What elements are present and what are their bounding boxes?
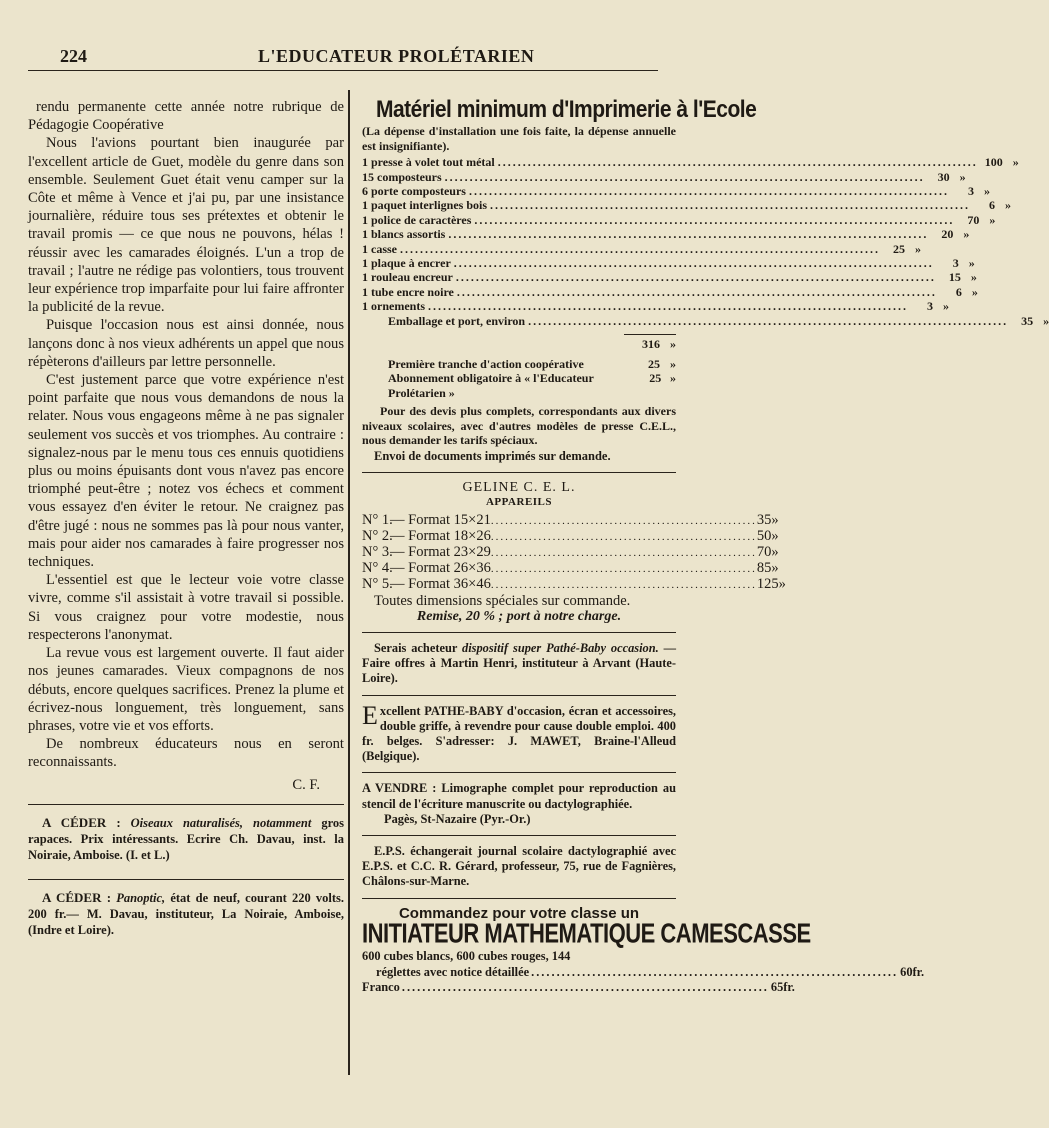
- price-unit: fr.: [783, 979, 795, 994]
- item-quote: »: [915, 241, 921, 256]
- leader-dots: [491, 545, 757, 561]
- ad-italic: Panoptic,: [116, 890, 166, 905]
- item-quote: »: [778, 576, 786, 593]
- item-value: 30: [937, 169, 950, 184]
- remise-lead: Remise, 20 % ;: [416, 608, 504, 624]
- right-column: [362, 96, 1049, 995]
- leader-dots: [402, 980, 769, 995]
- leader-dots: [400, 242, 880, 256]
- ad-address: R. Gérard, professeur, 75, rue de Fagnières, Châlons-sur-Marne.: [362, 859, 676, 889]
- item-label: 1 ornements: [362, 299, 425, 314]
- article-paragraph: La revue vous est largement ouverte. Il faut aider nos jeunes camarades. Vieux compagnons de nos débuts, encore quelques sacrifices. Prenez la plume et écrivez-nous longuement, très longuement, sans phrases, votre vie et vos efforts.: [28, 645, 344, 734]
- initiateur-title: INITIATEUR MATHEMATIQUE CAMESCASSE: [362, 917, 811, 949]
- divider: [28, 879, 344, 880]
- price-unit: fr.: [912, 964, 925, 979]
- materiel-total: [362, 337, 676, 353]
- item-value: 6: [989, 198, 996, 213]
- divider: [362, 695, 676, 696]
- ad-italic: dispositif super Pathé-Baby occasion.: [462, 640, 659, 655]
- divider: [362, 472, 676, 473]
- leader-dots: [491, 529, 757, 545]
- total-value: 316: [642, 336, 660, 351]
- article-paragraph: De nombreux éducateurs nous en seront reconnaissants.: [28, 736, 344, 771]
- divider: [362, 632, 676, 633]
- divider: [362, 772, 676, 773]
- item-value: 3: [952, 255, 959, 270]
- item-label: 1 blancs assortis: [362, 227, 446, 242]
- item-quote: »: [971, 284, 978, 299]
- article-paragraph: L'essentiel est que le lecteur voie votre classe vivre, comme s'il assistait à votre travail si possible. Si vous craignez pour votre modestie, nous respecterons l'anonymat.: [28, 572, 344, 643]
- item-value: 85: [756, 560, 772, 577]
- item-quote: »: [1012, 155, 1019, 170]
- item-value: 125: [756, 576, 779, 593]
- item-quote: »: [968, 255, 975, 270]
- left-column: [28, 98, 344, 938]
- leader-dots: [498, 155, 978, 169]
- classified-ad-panoptic: [28, 890, 344, 938]
- item-quote: »: [989, 212, 996, 227]
- leader-dots: [428, 299, 908, 313]
- price-list-item: [362, 184, 990, 198]
- price-list-item: [362, 255, 975, 270]
- item-value: 3: [927, 299, 933, 314]
- item-quote: »: [963, 227, 970, 242]
- item-label: — Format 23×29: [390, 543, 491, 560]
- price-list-item: [362, 284, 978, 299]
- leader-dots: [531, 965, 898, 980]
- leader-dots: [474, 213, 954, 227]
- item-label: 1 paquet interlignes bois: [362, 198, 488, 213]
- journal-title: L'EDUCATEUR PROLÉTARIEN: [258, 46, 535, 66]
- item-label: — Format 36×46: [390, 576, 491, 593]
- remise-rest: port à notre charge.: [506, 608, 622, 624]
- item-value: 25: [893, 241, 905, 256]
- ad-lead: A CÉDER :: [42, 814, 121, 830]
- ad-pathe-offer: [362, 700, 676, 765]
- item-value: 3: [967, 184, 974, 198]
- item-quote: »: [983, 184, 990, 198]
- leader-dots: [469, 184, 949, 198]
- price-list-item: [362, 313, 1049, 328]
- item-quote: »: [771, 511, 779, 528]
- leader-dots: [491, 561, 757, 577]
- item-label: 1 tube encre noire: [362, 284, 454, 299]
- geline-item: [362, 527, 779, 544]
- leader-dots: [445, 170, 925, 184]
- ad-text: — Faire offres à Martin Henri, instituteur à Arvant (Haute-Loire).: [362, 640, 676, 686]
- item-label: 1 rouleau encreur: [362, 270, 453, 285]
- ad-eps: [362, 844, 676, 890]
- item-value: 50: [756, 527, 772, 544]
- geline-subtitle: APPAREILS: [485, 496, 553, 509]
- article-paragraph: C'est justement parce que votre expérience n'est point parfaite que nous vous demandons de nous la relater. Nous vous engageons même à ne pas signaler seulement vos succès et vos triomphes. Au contraire : signalez-nous par le menu tous ces ennuis quotidiens plus ou moins épuisants dont vous n'avez pas encore triomphé peut-être ; notez vos échecs et comment vous essayez d'en éviter le retour. Ne craignez pas d'être jugé : nous ne sommes pas là pour nous vanter, mais pour aider nos camarades à faire progresser nos techniques.: [28, 372, 344, 571]
- initiateur-price-row: [362, 964, 925, 980]
- materiel-intro: (La dépense d'installation une fois faite, la dépense annuelle est insignifiante).: [362, 124, 676, 153]
- item-number: N° 5.: [362, 576, 393, 593]
- total-quote: »: [670, 336, 676, 351]
- divider: [362, 835, 676, 836]
- item-quote: »: [1043, 313, 1049, 328]
- price-list-item: [362, 155, 1019, 170]
- geline-item: [362, 576, 786, 593]
- abonnement-value: 25: [649, 371, 662, 386]
- item-quote: »: [943, 299, 949, 314]
- geline-remise: [362, 610, 676, 624]
- ad-dropcap: E: [362, 700, 378, 730]
- leader-dots: [448, 227, 928, 241]
- ad-lead: A CÉDER :: [42, 889, 112, 905]
- item-number: N° 4.: [362, 560, 393, 577]
- item-label: — Format 26×36: [390, 560, 491, 577]
- ad-pathe-request: [362, 641, 676, 687]
- commandez-line: Commandez pour votre classe un: [398, 904, 640, 922]
- geline-price-list: [362, 511, 786, 593]
- abonnement-label: Abonnement obligatoire à « l'Educateur Prolétarien »: [388, 371, 594, 400]
- total-rule: [624, 334, 676, 335]
- abonnement-quote: »: [670, 371, 676, 386]
- classified-ad-oiseaux: [28, 815, 344, 863]
- tranche-row: [362, 357, 676, 371]
- leader-dots: [457, 285, 937, 299]
- item-quote: »: [1005, 198, 1012, 213]
- item-quote: »: [771, 527, 779, 544]
- tranche-value: 25: [648, 356, 660, 371]
- price-list-item: [362, 299, 949, 314]
- price-list-item: [362, 241, 921, 256]
- ad-address: Pagès, St-Nazaire (Pyr.-Or.): [384, 811, 531, 826]
- materiel-note-documents: Envoi de documents imprimés sur demande.: [374, 449, 611, 464]
- article-body: [28, 98, 344, 772]
- article-paragraph: Puisque l'occasion nous est ainsi donnée, nous lançons donc à nos vieux adhérents un appel que nous répèterons d'ailleurs par lettre personnelle.: [28, 317, 344, 370]
- column-divider: [348, 90, 350, 1075]
- geline-item: [362, 543, 779, 560]
- page-number: 224: [60, 46, 87, 66]
- price-list-item: [362, 169, 966, 184]
- item-value: 100: [984, 155, 1003, 170]
- ad-text: Limographe complet pour reproduction au stencil de l'écriture manuscrite ou dactylographiée.: [362, 781, 676, 811]
- item-number: N° 2.: [362, 527, 393, 544]
- price-list-item: [362, 227, 970, 242]
- item-label: — Format 15×21: [390, 511, 491, 528]
- item-value: 70: [967, 212, 980, 227]
- item-label: 15 composteurs: [362, 169, 442, 184]
- divider: [362, 898, 676, 899]
- initiateur-desc-b: réglettes avec notice détaillée: [376, 964, 530, 979]
- item-value: 20: [941, 227, 954, 242]
- article-paragraph: rendu permanente cette année notre rubrique de Pédagogie Coopérative: [28, 99, 344, 134]
- item-value: 35: [1021, 313, 1034, 328]
- price-list-item: [362, 270, 977, 285]
- item-label: 1 casse: [362, 241, 397, 256]
- item-label: 1 police de caractères: [362, 212, 472, 227]
- materiel-title: Matériel minimum d'Imprimerie à l'Ecole: [376, 96, 757, 123]
- page-header: [28, 44, 658, 71]
- ad-text: état de neuf, courant 220 volts. 200 fr.— M. Davau, instituteur, La Noiraie, Amboise, (Indre et Loire).: [28, 890, 344, 937]
- geline-item: [362, 511, 779, 528]
- item-label: 1 plaque à encrer: [362, 255, 451, 270]
- franco-label: Franco: [362, 979, 400, 994]
- ad-line1: xcellent PATHE-BABY d'occasion, écran et: [379, 703, 612, 718]
- price-list-item: [362, 198, 1012, 213]
- item-value: 70: [756, 543, 772, 560]
- item-quote: »: [771, 543, 779, 560]
- ad-text: E.P.S. échangerait journal scolaire dactylographié avec E.P.S. et C.C.: [362, 843, 676, 874]
- ad-text: gros rapaces. Prix intéressants. Ecrire Ch. Davau, inst. la Noiraie, Amboise. (I. et L.): [28, 815, 345, 862]
- leader-dots: [456, 270, 936, 284]
- item-value: 15: [948, 270, 961, 285]
- ad-vendre: [362, 781, 676, 827]
- tranche-quote: »: [670, 356, 676, 371]
- item-quote: »: [771, 560, 779, 577]
- item-number: N° 3.: [362, 543, 393, 560]
- leader-dots: [491, 577, 757, 593]
- article-paragraph: Nous l'avions pourtant bien inaugurée par l'excellent article de Guet, modèle du genre dans son ensemble. Seulement Guet était venu camper sur la Côte et même à Vence et j'ai pu, par une insistance journalière, réduire tous ses prétextes et obtenir le travail promis — ce que nous ne pouvons, hélas ! réussir avec les camarades éloignés. L'un a trop de travail ; l'autre ne rédige pas volontiers, tous trouvent leur expérience trop imparfaite pour lui faire affronter la publicité de la revue.: [28, 135, 344, 316]
- geline-title: GELINE C. E. L.: [462, 479, 576, 495]
- item-value: 35: [756, 511, 772, 528]
- item-label: 6 porte composteurs: [362, 184, 466, 198]
- item-quote: »: [959, 169, 966, 184]
- leader-dots: [454, 256, 934, 270]
- franco-price-row: [362, 979, 795, 995]
- item-value: 6: [955, 284, 962, 299]
- ad-italic: Oiseaux naturalisés, notamment: [130, 815, 312, 830]
- price-list-item: [362, 212, 996, 227]
- ad-lead: A VENDRE :: [362, 781, 437, 796]
- divider: [28, 804, 344, 805]
- item-label: Emballage et port, environ: [388, 313, 526, 328]
- leader-dots: [491, 513, 757, 529]
- materiel-price-list: [362, 155, 1049, 328]
- leader-dots: [490, 198, 970, 212]
- item-quote: »: [970, 270, 977, 285]
- item-label: 1 presse à volet tout métal: [362, 155, 495, 170]
- abonnement-row: [362, 371, 676, 400]
- item-number: N° 1.: [362, 511, 393, 528]
- materiel-note: Pour des devis plus complets, correspondants aux divers niveaux scolaires, avec d'autres modèles de presse C.E.L., nous demander les tarifs spéciaux.: [362, 404, 676, 447]
- initiateur-desc: 600 cubes blancs, 600 cubes rouges, 144: [362, 949, 571, 964]
- geline-item: [362, 560, 779, 577]
- leader-dots: [528, 314, 1008, 328]
- ad-lead: Serais acheteur: [374, 640, 458, 655]
- tranche-label: Première tranche d'action coopérative: [388, 356, 584, 371]
- ad-text: accessoires, double griffe, à revendre pour cause double emploi. 400 fr. belges. S'adresser: J. MAWET, Braine-l'Alleud (Belgique).: [362, 703, 676, 764]
- article-signature: C. F.: [292, 776, 320, 793]
- item-label: — Format 18×26: [390, 527, 491, 544]
- price-value: 60: [900, 964, 913, 979]
- geline-footer: Toutes dimensions spéciales sur commande.: [374, 592, 631, 609]
- price-value: 65: [770, 979, 784, 994]
